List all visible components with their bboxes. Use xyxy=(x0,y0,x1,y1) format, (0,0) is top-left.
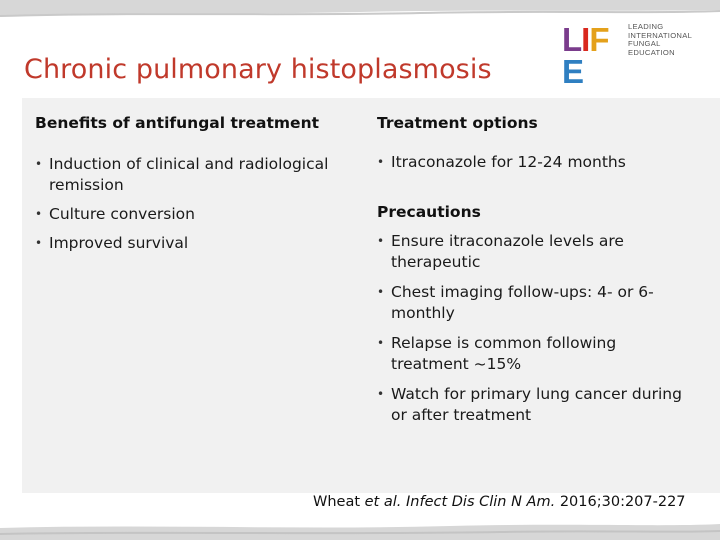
list-item xyxy=(377,152,707,173)
bullet-icon: • xyxy=(377,285,385,299)
logo-letter-i: I xyxy=(581,21,590,58)
benefits-list xyxy=(35,154,365,254)
logo-text-line: EDUCATION xyxy=(628,47,675,57)
bullet-icon: • xyxy=(377,234,385,248)
precaution-text: Chest imaging follow-ups: 4- or 6-monthly xyxy=(391,283,654,322)
list-item xyxy=(377,384,695,426)
bottom-decorative-band xyxy=(0,514,720,540)
benefit-text: Improved survival xyxy=(49,234,189,252)
logo-text-line: FUNGAL xyxy=(628,39,661,49)
option-text: Itraconazole for 12-24 months xyxy=(391,153,626,171)
list-item xyxy=(377,282,695,324)
logo-text-line: INTERNATIONAL xyxy=(628,30,693,40)
bullet-icon: • xyxy=(377,387,385,401)
citation-author: Wheat xyxy=(313,494,361,510)
content-panel xyxy=(22,98,720,493)
logo-letter-e: E xyxy=(562,53,584,90)
list-item xyxy=(35,233,365,254)
slide-title: Chronic pulmonary histoplasmosis xyxy=(24,54,492,86)
bullet-icon: • xyxy=(377,336,385,350)
benefits-heading: Benefits of antifungal treatment xyxy=(35,114,320,132)
list-item xyxy=(377,333,695,375)
citation-journal: Infect Dis Clin N Am. xyxy=(406,494,556,510)
life-logo xyxy=(562,21,712,90)
bullet-icon: • xyxy=(35,157,43,171)
list-item xyxy=(377,231,695,273)
list-item xyxy=(35,204,365,225)
logo-letter-f: F xyxy=(589,21,609,58)
precaution-text: Ensure itraconazole levels are therapeutic xyxy=(391,232,624,271)
bullet-icon: • xyxy=(35,207,43,221)
precautions-heading: Precautions xyxy=(377,203,481,221)
logo-text xyxy=(628,23,692,57)
benefit-text: Culture conversion xyxy=(49,205,195,223)
precaution-text: Relapse is common following treatment ~15% xyxy=(391,334,617,373)
bullet-icon: • xyxy=(377,155,385,169)
logo-text-line: LEADING xyxy=(628,22,664,31)
top-decorative-band xyxy=(0,0,720,22)
treatment-options-heading: Treatment options xyxy=(377,114,538,132)
benefit-text: Induction of clinical and radiological remission xyxy=(49,155,329,194)
logo-mark xyxy=(562,21,620,90)
list-item xyxy=(35,154,365,196)
bullet-icon: • xyxy=(35,236,43,250)
precautions-list xyxy=(377,231,695,426)
logo-letter-l: L xyxy=(562,21,582,58)
treatment-options-list xyxy=(377,152,707,173)
citation-details: 2016;30:207-227 xyxy=(559,494,686,510)
citation-et-al: et al. xyxy=(364,494,402,510)
citation xyxy=(313,494,686,510)
precaution-text: Watch for primary lung cancer during or after treatment xyxy=(391,385,682,424)
